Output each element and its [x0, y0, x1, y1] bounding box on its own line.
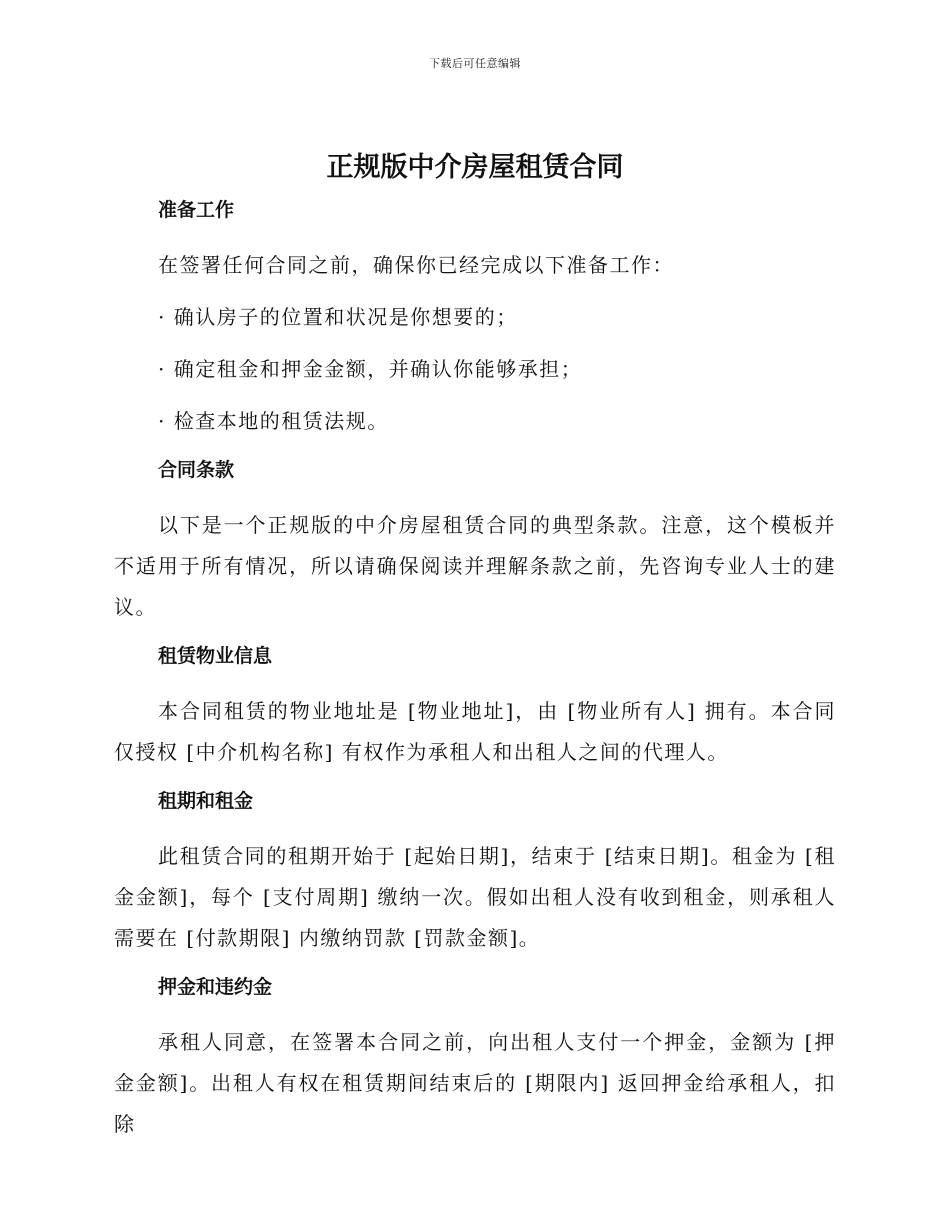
page-header-note: 下载后可任意编辑 — [429, 57, 521, 70]
rent-paragraph: 此租赁合同的租期开始于 [起始日期]，结束于 [结束日期]。租金为 [租金金额]，每个 [支付周期] 缴纳一次。假如出租人没有收到租金，则承租人需要在 [付款期限] 内缴纳罚款 [罚款金额]。 — [114, 844, 836, 950]
prep-intro-paragraph: 在签署任何合同之前，确保你已经完成以下准备工作： — [158, 253, 674, 277]
document-body — [114, 193, 836, 1145]
property-paragraph: 本合同租赁的物业地址是 [物业地址]，由 [物业所有人] 拥有。本合同仅授权 [中介机构名称] 有权作为承租人和出租人之间的代理人。 — [114, 699, 836, 764]
terms-paragraph: 以下是一个正规版的中介房屋租赁合同的典型条款。注意，这个模板并不适用于所有情况，所以请确保阅读并理解条款之前，先咨询专业人士的建议。 — [114, 513, 836, 619]
prep-bullet-item: · 确认房子的位置和状况是你想要的； — [158, 305, 518, 329]
prep-bullet-item: · 检查本地的租赁法规。 — [158, 409, 389, 433]
section-heading-property: 租赁物业信息 — [158, 645, 273, 667]
prep-bullet-item: · 确定租金和押金金额，并确认你能够承担； — [158, 357, 583, 381]
section-heading-rent: 租期和租金 — [158, 790, 254, 812]
document-title: 正规版中介房屋租赁合同 — [326, 152, 624, 183]
deposit-paragraph: 承租人同意，在签署本合同之前，向出租人支付一个押金，金额为 [押金金额]。出租人有权在租赁期间结束后的 [期限内] 返回押金给承租人，扣除 — [114, 1030, 836, 1136]
section-heading-deposit: 押金和违约金 — [158, 976, 273, 998]
section-heading-terms: 合同条款 — [158, 459, 235, 481]
section-heading-prep: 准备工作 — [158, 199, 235, 221]
